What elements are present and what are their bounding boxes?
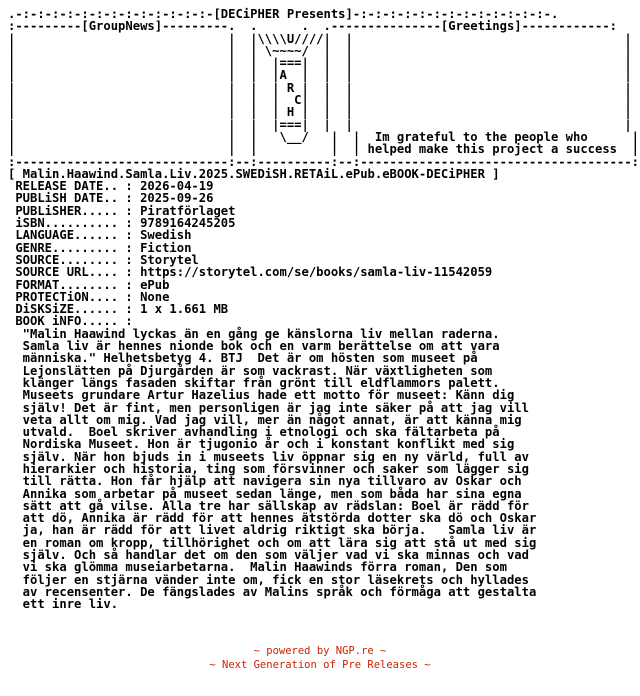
nfo-document [8, 8, 639, 611]
footer-tagline: ~ Next Generation of Pre Releases ~ [209, 659, 431, 671]
release-info-fields: RELEASE DATE.. : 2026-04-19 PUBLiSH DATE.. : 2025-09-26 PUBLiSHER..... : Piratförlaget iSBN.......... : 9789164245205 LANGUAGE...... : Swedish GENRE......... : Fiction SOURCE........ : Storytel SOURCE URL.... : https://storytel.com/se/books/samla-liv-11542059 FORMAT........ : ePub PROTECTiON.... : None DiSKSiZE...... : 1 x 1.661 MB BOOK iNFO..... : [15, 179, 493, 329]
nfo-header-art: .-:-:-:-:-:-:-:-:-:-:-:-:-:-[DECiPHER Presents]-:-:-:-:-:-:-:-:-:-:-:-:-:-. :---------[GroupNews]---------. . . .---------------[Greetings]------------: | | |\\\\U////| | | | | | \~~~~/ | | | | | | |===| | | | | | | |A | | | | | | | | R | | | | | | | | C| | | | | | | | H | | | | | | | |===| | | | | | | \__/ | | Im grateful to the people who | | | | | | helped make this project a success | :-----------------------------:--:----------:--:-------------------------------------: [ Malin.Haawind.Samla.Liv.2025.SWEDiSH.RETAiL.ePub.eBOOK-DECiPHER ] [8, 7, 640, 181]
book-description: "Malin Haawind lyckas än en gång ge känslorna liv mellan raderna. Samla liv är hennes nionde bok och en varm berättelse om att vara människa." Helhetsbetyg 4. BTJ Det är om hösten som museet på Lejonslätten på Djurgården är som vackrast. När växtligheten som klänger längs fasaden skiftar från grönt till eldflammors palett. Museets grundare Artur Hazelius hade ett motto för museet: Känn dig själv! Det är fint, men personligen är jag inte säker på att jag vill veta allt om mig. Vad jag vill, mer än något annat, är att känna mig utvald. Boel skriver avhandling i etnologi och ska fältarbeta på Nordiska Museet. Hon är tjugonio år och i konstant konflikt med sig själv. När hon bjuds in i museets liv öppnar sig en ny värld, full av hierarkier och historia, ting som försvinner och saker som lägger sig till rätta. Hon får hjälp att navigera sin nya tillvaro av Oskar och Annika som arbetar på museet sedan länge, men som båda har sina egna sätt att gå vilse. Alla tre har sällskap av rädslan: Boel är rädd för att dö, Annika är rädd för att hennes ätstörda dotter ska dö och Oskar ja, han är rädd för att livet aldrig riktigt ska börja. Samla liv är en roman om kropp, tillhörighet och om att lära sig att stå ut med sig själv. Och så handlar det om den som väljer vad vi ska minnas och vad vi ska glömma museiarbetarna. Malin Haawinds förra roman, Den som följer en stjärna vänder inte om, fick en stor läsekrets och hyllades av recensenter. De fängslades av Malins språk och förmåga att gestalta ett inre liv. [22, 326, 537, 612]
footer-powered-by: ~ powered by NGP.re ~ [253, 645, 387, 657]
